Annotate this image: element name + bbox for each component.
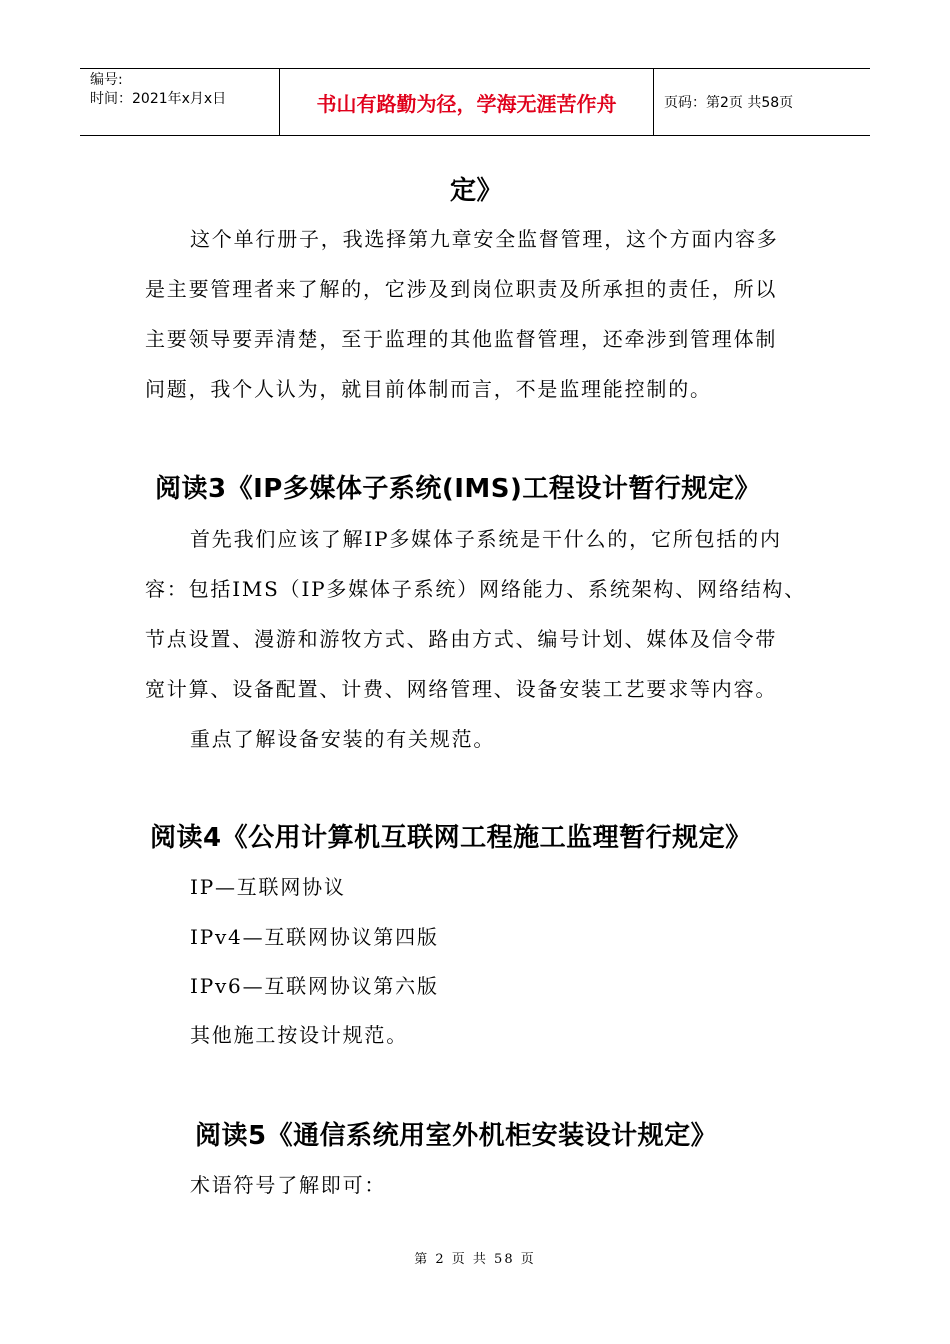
- section5-heading: 阅读5《通信系统用室外机柜安装设计规定》: [195, 1121, 718, 1151]
- list-item: IP—互联网协议: [190, 875, 346, 899]
- page-header: [80, 68, 870, 136]
- section4-heading: 阅读4《公用计算机互联网工程施工监理暂行规定》: [150, 823, 752, 853]
- list-item: IPv6—互联网协议第六版: [190, 974, 439, 998]
- header-page-info: 页码：第2页 共58页: [664, 95, 794, 111]
- paragraph-line: 首先我们应该了解IP多媒体子系统是干什么的，它所包括的内: [190, 527, 782, 551]
- header-motto: 书山有路勤为径，学海无涯苦作舟: [280, 69, 654, 135]
- paragraph-line: 问题，我个人认为，就目前体制而言，不是监理能控制的。: [145, 377, 712, 401]
- paragraph-line: 节点设置、漫游和游牧方式、路由方式、编号计划、媒体及信令带: [145, 627, 778, 651]
- document-date-label: 时间：2021年x月x日: [90, 91, 227, 107]
- section3-heading: 阅读3《IP多媒体子系统(IMS)工程设计暂行规定》: [155, 474, 761, 504]
- paragraph-line: 是主要管理者来了解的，它涉及到岗位职责及所承担的责任，所以: [145, 277, 778, 301]
- section2-heading-tail: 定》: [450, 176, 504, 206]
- header-meta-cell: [80, 69, 280, 135]
- paragraph-line: 这个单行册子，我选择第九章安全监督管理，这个方面内容多: [190, 227, 779, 251]
- paragraph-line: 容：包括IMS（IP多媒体子系统）网络能力、系统架构、网络结构、: [145, 577, 807, 601]
- section5-line: 术语符号了解即可：: [190, 1173, 387, 1197]
- list-item: 其他施工按设计规范。: [190, 1023, 408, 1047]
- paragraph-line: 宽计算、设备配置、计费、网络管理、设备安装工艺要求等内容。: [145, 677, 778, 701]
- paragraph-line: 主要领导要弄清楚，至于监理的其他监督管理，还牵涉到管理体制: [145, 327, 778, 351]
- section3-note: 重点了解设备安装的有关规范。: [190, 727, 496, 751]
- list-item: IPv4—互联网协议第四版: [190, 925, 439, 949]
- page-footer: 第 2 页 共 58 页: [414, 1252, 536, 1267]
- document-number-label: 编号:: [90, 72, 123, 88]
